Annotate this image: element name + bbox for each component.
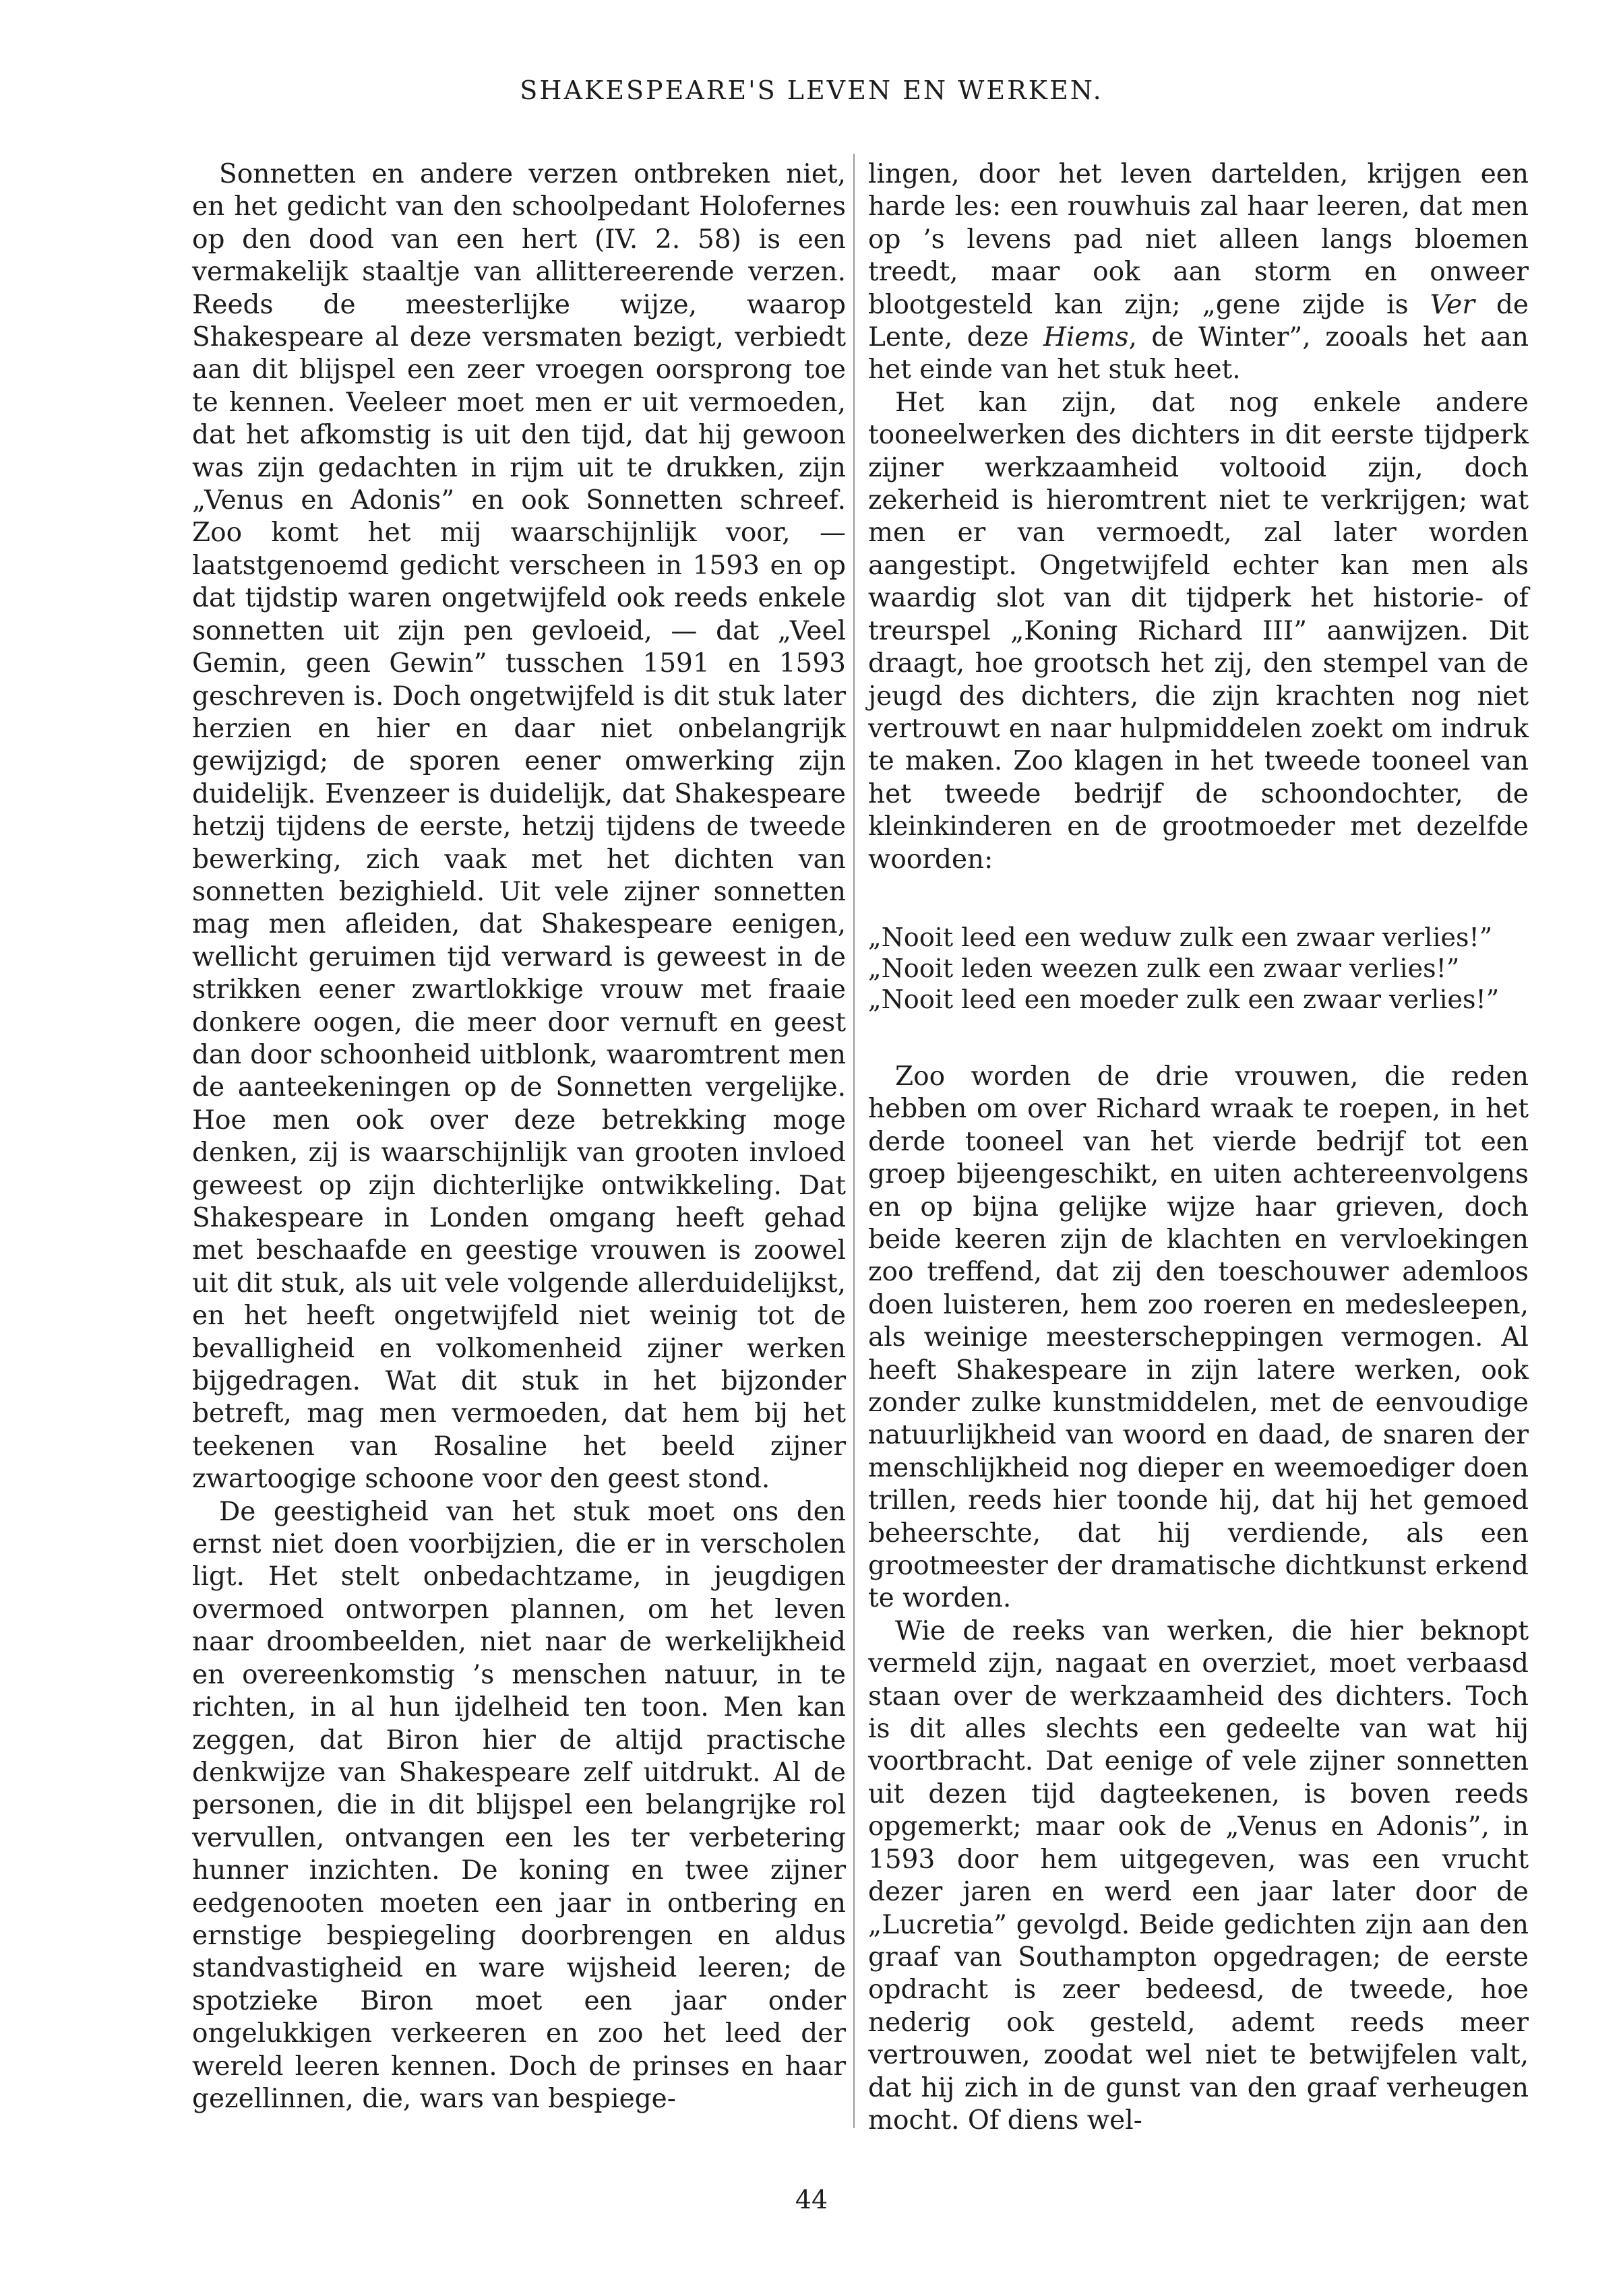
verse-line: „Nooit leed een weduw zulk een zwaar verlies!” xyxy=(868,922,1493,952)
paragraph-continued xyxy=(868,158,1529,387)
verse-line: „Nooit leed een moeder zulk een zwaar verlies!” xyxy=(868,984,1500,1014)
paragraph: Wie de reeks van werken, die hier beknopt vermeld zijn, nagaat en overziet, moet verbaasd staan over de werkzaamheid des dichters. Toch is dit alles slechts een gedeelte van wat hij voortbracht. Dat eenige of vele zijner sonnetten uit dezen tijd dagteekenen, is boven reeds opgemerkt; maar ook de „Venus en Adonis”, in 1593 door hem uitgegeven, was een vrucht dezer jaren en werd een jaar later door de „Lucretia” gevolgd. Beide gedichten zijn aan den graaf van Southampton opgedragen; de eerste opdracht is zeer bedeesd, de tweede, hoe nederig ook gesteld, ademt reeds meer vertrouwen, zoodat wel niet te betwijfelen valt, dat hij zich in de gunst van den graaf verheugen mocht. Of diens wel- xyxy=(868,1615,1529,2136)
paragraph: Het kan zijn, dat nog enkele andere tooneelwerken des dichters in dit eerste tijdperk zijner werkzaamheid voltooid zijn, doch zekerheid is hieromtrent niet te verkrijgen; wat men er van vermoedt, zal later worden aangestipt. Ongetwijfeld echter kan men als waardig slot van dit tijdperk het historie- of treurspel „Koning Richard III” aanwijzen. Dit draagt, hoe grootsch het zij, den stempel van de jeugd des dichters, die zijn krachten nog niet vertrouwt en naar hulpmiddelen zoekt om indruk te maken. Zoo klagen in het tweede tooneel van het tweede bedrijf de schoondochter, de kleinkinderen en de grootmoeder met dezelfde woorden: xyxy=(868,387,1529,875)
text-segment: de Lente, deze xyxy=(868,289,1529,353)
text-segment: , de Winter”, zooals het aan het einde van het stuk heet. xyxy=(868,322,1529,385)
right-column xyxy=(868,158,1529,2137)
paragraph: Sonnetten en andere verzen ontbreken niet, en het gedicht van den schoolpedant Holofernes op den dood van een hert (IV. 2. 58) is een vermakelijk staaltje van allittereerende verzen. Reeds de meesterlijke wijze, waarop Shakespeare al deze versmaten bezigt, verbiedt aan dit blijspel een zeer vroegen oorsprong toe te kennen. Veeleer moet men er uit vermoeden, dat het afkomstig is uit den tijd, dat hij gewoon was zijn gedachten in rijm uit te drukken, zijn „Venus en Adonis” en ook Sonnetten schreef. Zoo komt het mij waarschijnlijk voor, — laatstgenoemd gedicht verscheen in 1593 en op dat tijdstip waren ongetwijfeld ook reeds enkele sonnetten uit zijn pen gevloeid, — dat „Veel Gemin, geen Gewin” tusschen 1591 en 1593 geschreven is. Doch ongetwijfeld is dit stuk later herzien en hier en daar niet onbelangrijk gewijzigd; de sporen eener omwerking zijn duidelijk. Evenzeer is duidelijk, dat Shakespeare hetzij tijdens de eerste, hetzij tijdens de tweede bewerking, zich vaak met het dichten van sonnetten bezighield. Uit vele zijner sonnetten mag men afleiden, dat Shakespeare eenigen, wellicht geruimen tijd verward is geweest in de strikken eener zwartlokkige vrouw met fraaie donkere oogen, die meer door vernuft en geest dan door schoonheid uitblonk, waaromtrent men de aanteekeningen op de Sonnetten vergelijke. Hoe men ook over deze betrekking moge denken, zij is waarschijnlijk van grooten invloed geweest op zijn dichterlijke ontwikkeling. Dat Shakespeare in Londen omgang heeft gehad met beschaafde en geestige vrouwen is zoowel uit dit stuk, als uit vele volgende allerduidelijkst, en het heeft ongetwijfeld niet weinig tot de bevalligheid en volkomenheid zijner werken bijgedragen. Wat dit stuk in het bijzonder betreft, mag men vermoeden, dat hem bij het teekenen van Rosaline het beeld zijner zwartoogige schoone voor den geest stond. xyxy=(192,159,846,1495)
verse-quote xyxy=(868,922,1529,1015)
verse-line: „Nooit leden weezen zulk een zwaar verlies!” xyxy=(868,953,1460,983)
italic-word: Ver xyxy=(1430,289,1475,320)
column-divider xyxy=(853,154,855,2128)
left-column xyxy=(192,158,846,2115)
italic-word: Hiems xyxy=(1043,322,1129,353)
paragraph: Zoo worden de drie vrouwen, die reden hebben om over Richard wraak te roepen, in het derde tooneel van het vierde bedrijf tot een groep bijeengeschikt, en uiten achtereenvolgens en op bijna gelijke wijze haar grieven, doch beide keeren zijn de klachten en vervloekingen zoo treffend, dat zij den toeschouwer ademloos doen luisteren, hem zoo roeren en medesleepen, als weinige meesterscheppingen vermogen. Al heeft Shakespeare in zijn latere werken, ook zonder zulke kunstmiddelen, met de eenvoudige natuurlijkheid van woord en daad, de snaren der menschlijkheid nog dieper en weemoediger doen trillen, reeds hier toonde hij, dat hij het gemoed beheerschte, dat hij verdiende, als een grootmeester der dramatische dichtkunst erkend te worden. xyxy=(868,1061,1529,1614)
paragraph: De geestigheid van het stuk moet ons den ernst niet doen voorbijzien, die er in verscholen ligt. Het stelt onbedachtzame, in jeugdigen overmoed ontworpen plannen, om het leven naar droombeelden, niet naar de werkelijkheid en overeenkomstig ’s menschen natuur, in te richten, in al hun ijdelheid ten toon. Men kan zeggen, dat Biron hier de altijd practische denkwijze van Shakespeare zelf uitdrukt. Al de personen, die in dit blijspel een belangrijke rol vervullen, ontvangen een les ter verbetering hunner inzichten. De koning en twee zijner eedgenooten moeten een jaar in ontbering en ernstige bespiegeling doorbrengen en aldus standvastigheid en ware wijsheid leeren; de spotzieke Biron moet een jaar onder ongelukkigen verkeeren en zoo het leed der wereld leeren kennen. Doch de prinses en haar gezellinnen, die, wars van bespiege- xyxy=(192,1496,846,2114)
text-segment: lingen, door het leven dartelden, krijgen een harde les: een rouwhuis zal haar leeren, dat men op ’s levens pad niet alleen langs bloemen treedt, maar ook aan storm en onweer blootgesteld kan zijn; „gene zijde is xyxy=(868,159,1529,320)
page-number: 44 xyxy=(795,2185,828,2214)
running-head: SHAKESPEARE'S LEVEN EN WERKEN. xyxy=(520,75,1103,105)
